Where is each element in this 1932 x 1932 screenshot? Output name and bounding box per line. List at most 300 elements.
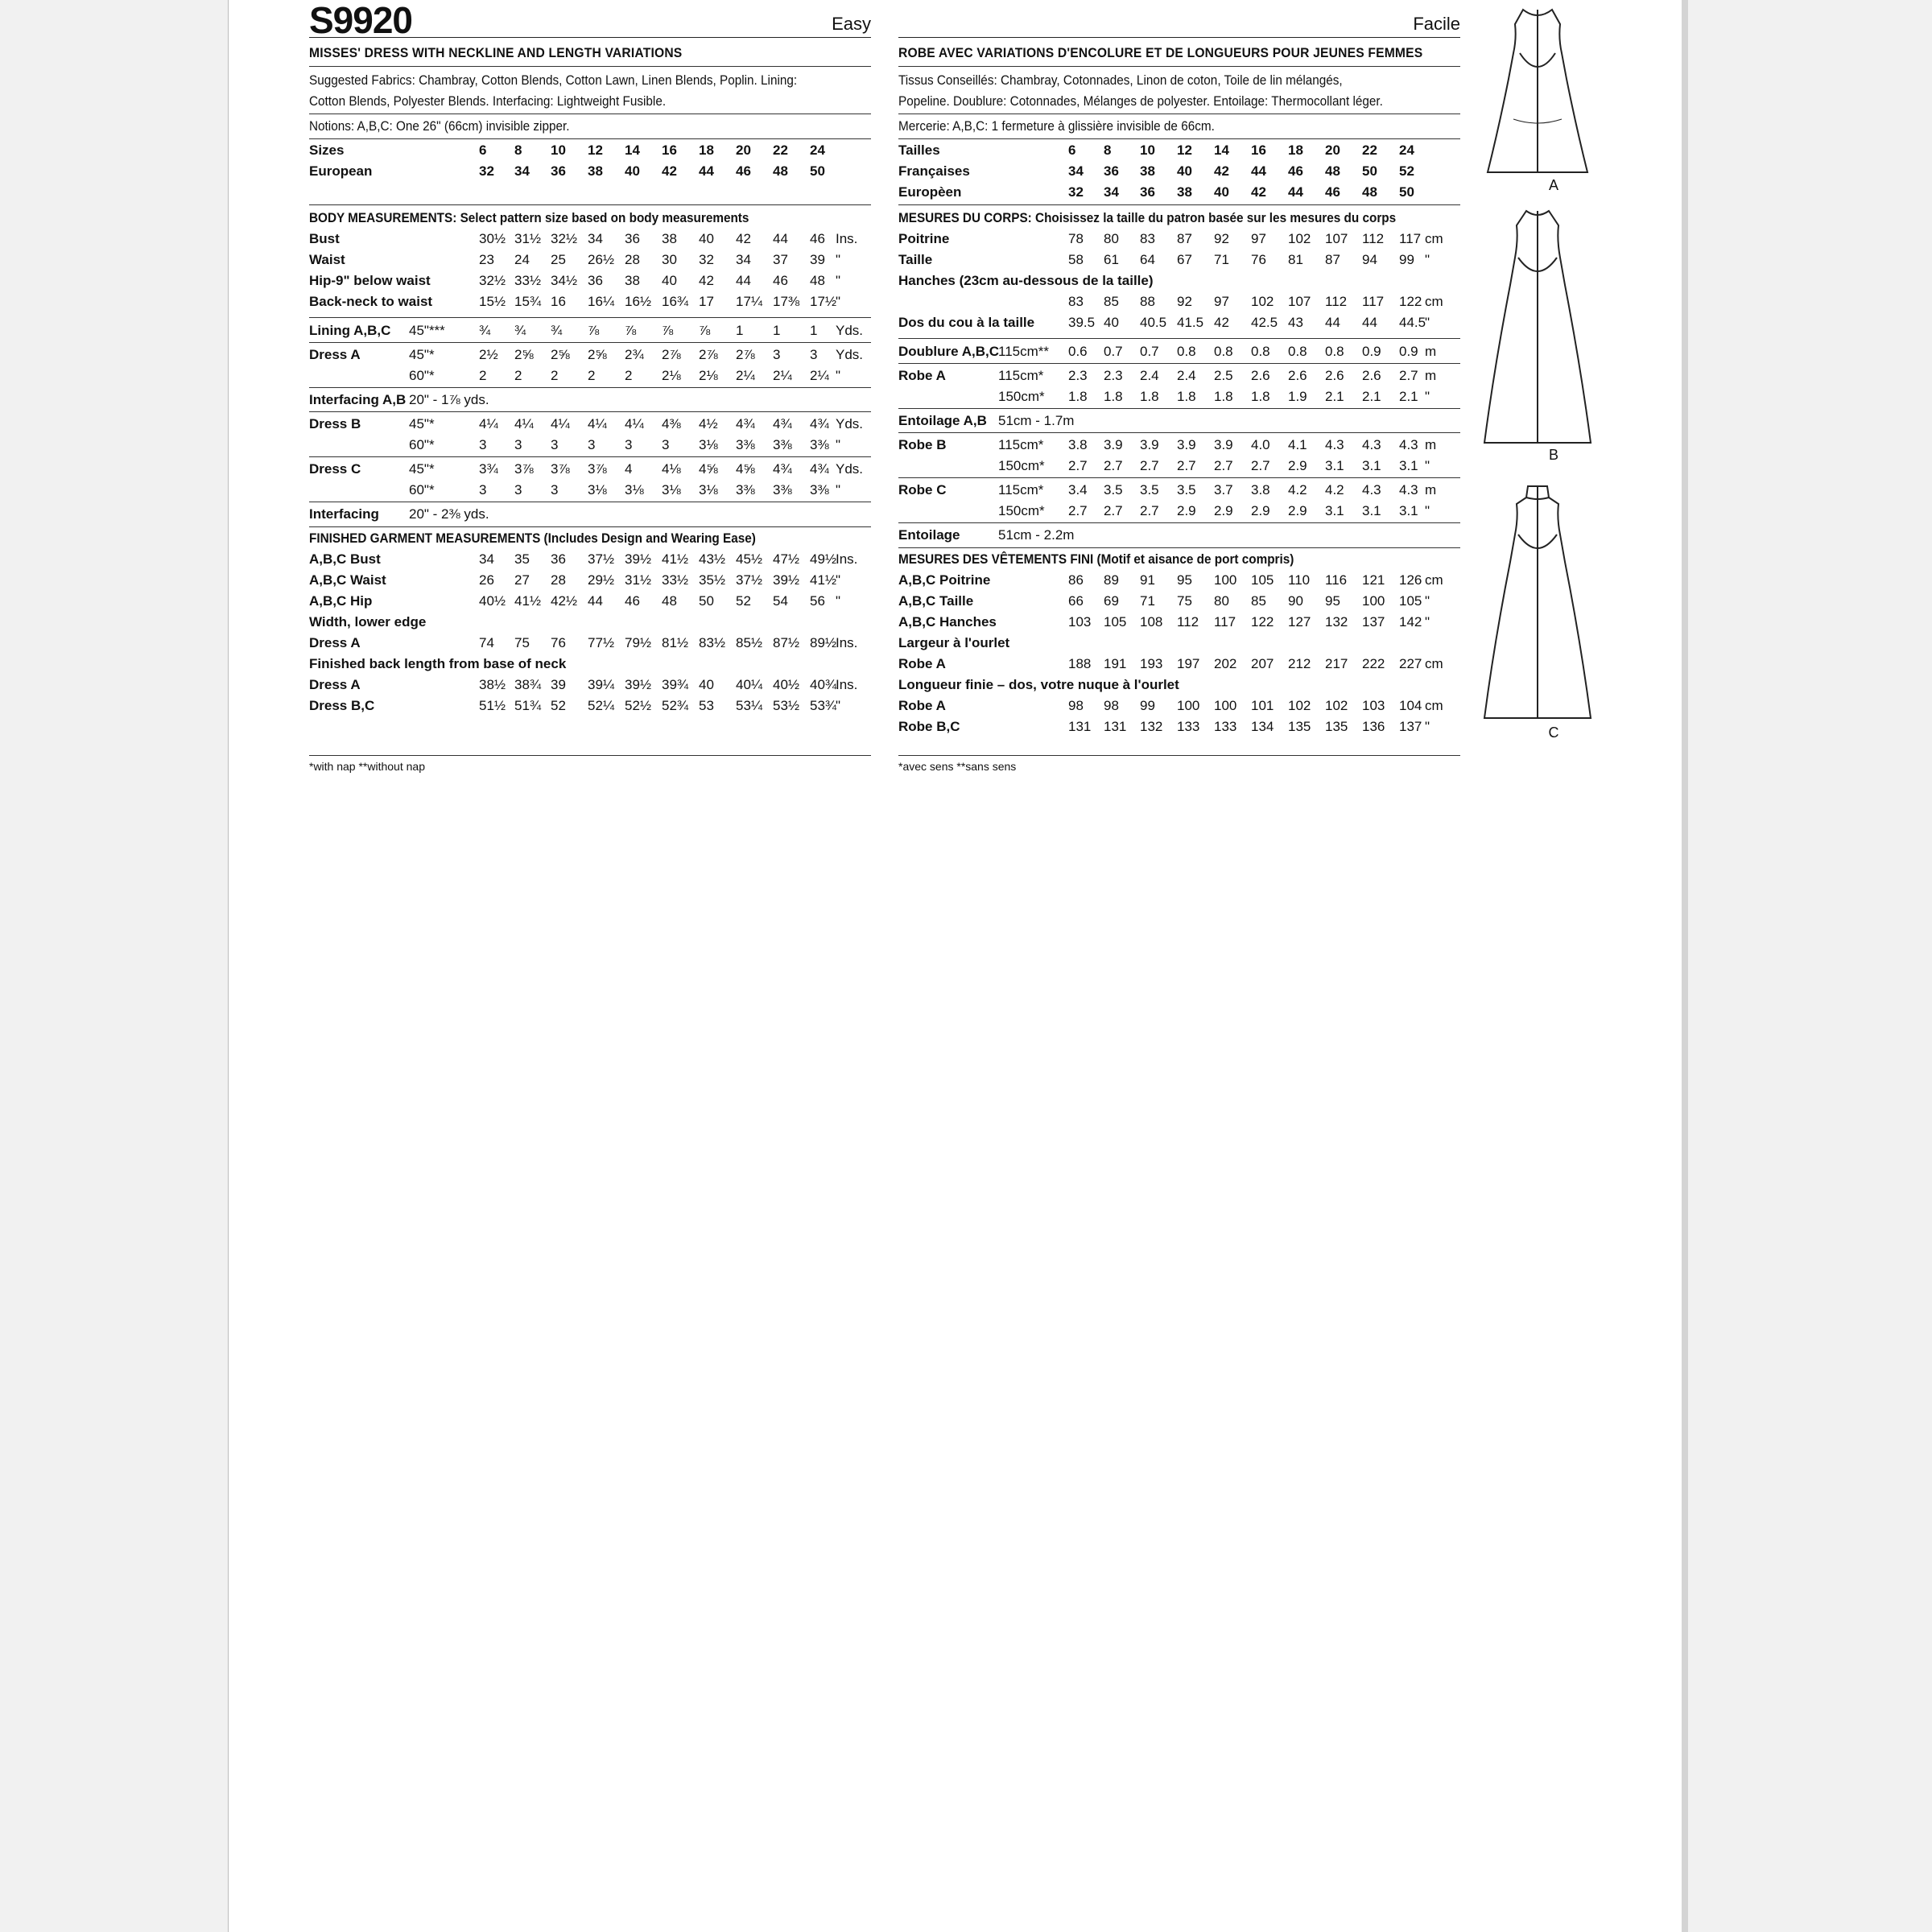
divider (309, 387, 871, 388)
cell-value: 25 (551, 252, 566, 267)
cell-value: m (1425, 368, 1437, 383)
cell-value: 40 (1214, 184, 1229, 200)
cell-value: 64 (1140, 252, 1155, 267)
cell-value: 102 (1325, 698, 1348, 713)
cell-value: Yds. (836, 461, 864, 477)
cell-value: 17½ (810, 294, 837, 309)
cell-value: 46 (773, 273, 788, 288)
cell-value: 95 (1177, 572, 1192, 588)
cell-value: 105 (1251, 572, 1274, 588)
cell-value: 10 (551, 142, 566, 158)
cell-value: 76 (1251, 252, 1266, 267)
cell-value: 81½ (662, 635, 689, 650)
table-row (898, 291, 1460, 312)
cell-value: 34 (514, 163, 530, 179)
dress-c-drawing (1481, 483, 1594, 721)
cell-value: 3⅛ (625, 482, 644, 497)
fabric-width: 45"* (409, 461, 435, 477)
cell-value: 0.7 (1140, 344, 1159, 359)
cell-value: 4¼ (514, 416, 534, 431)
cell-value: 107 (1325, 231, 1348, 246)
cell-value: 40 (1104, 315, 1119, 330)
cell-value: 4 (625, 461, 633, 477)
cell-value: 112 (1362, 231, 1385, 246)
cell-value: 44 (736, 273, 751, 288)
cell-value: 2.7 (1068, 503, 1088, 518)
cell-value: 87½ (773, 635, 800, 650)
cell-value: 42 (1214, 163, 1229, 179)
fabric-width: 150cm* (998, 389, 1045, 404)
pattern-title: MISSES' DRESS WITH NECKLINE AND LENGTH VARIATIONS (309, 45, 683, 60)
table-row (309, 696, 871, 716)
cell-value: 197 (1177, 656, 1200, 671)
cell-value: 105 (1399, 593, 1422, 609)
cell-value: ¾ (479, 323, 491, 338)
cell-value: 88 (1140, 294, 1155, 309)
divider (898, 477, 1460, 478)
cell-value: 122 (1399, 294, 1422, 309)
cell-value: 191 (1104, 656, 1127, 671)
cell-value: " (836, 572, 841, 588)
table-row (309, 365, 871, 386)
cell-value: 98 (1068, 698, 1084, 713)
row-label: Dress A (309, 635, 361, 650)
table-row (898, 411, 1460, 431)
cell-value: 30½ (479, 231, 506, 246)
cell-value: 2⅝ (551, 347, 570, 362)
cell-value: 44 (1325, 315, 1340, 330)
cell-value: 89 (1104, 572, 1119, 588)
cell-value: 2.5 (1214, 368, 1233, 383)
table-row (898, 250, 1460, 270)
cell-value: 100 (1214, 698, 1237, 713)
row-label: Robe B (898, 437, 947, 452)
cell-value: 40 (1177, 163, 1192, 179)
cell-value: 40.5 (1140, 315, 1167, 330)
cell-value: 3.9 (1140, 437, 1159, 452)
cell-value: 131 (1068, 719, 1092, 734)
cell-value: 4.3 (1399, 482, 1418, 497)
cell-value: " (836, 273, 841, 288)
cell-value: m (1425, 344, 1437, 359)
cell-value: 3.8 (1068, 437, 1088, 452)
cell-value: 41½ (514, 593, 542, 609)
cell-value: 2 (479, 368, 487, 383)
cell-value: 2.7 (1140, 458, 1159, 473)
cell-value: 3 (514, 437, 522, 452)
cell-value: 2.7 (1104, 503, 1123, 518)
cell-value: 53½ (773, 698, 800, 713)
table-row (309, 270, 871, 291)
cell-value: 28 (625, 252, 640, 267)
cell-value: 38 (588, 163, 603, 179)
cell-value: " (836, 252, 841, 267)
cell-value: 26 (479, 572, 494, 588)
cell-value: 108 (1140, 614, 1163, 630)
row-label: Bust (309, 231, 340, 246)
fabrics-line-2: Popeline. Doublure: Cotonnades, Mélanges de polyester. Entoilage: Thermocollant léger. (898, 93, 1383, 109)
cell-value: 37 (773, 252, 788, 267)
cell-value: 40 (625, 163, 640, 179)
cell-value: 71 (1214, 252, 1229, 267)
cell-value: " (836, 482, 841, 497)
cell-value: 76 (551, 635, 566, 650)
cell-value: 1.9 (1288, 389, 1307, 404)
cell-value: 87 (1177, 231, 1192, 246)
table-row (898, 696, 1460, 716)
cell-value: 94 (1362, 252, 1377, 267)
row-label: Entoilage (898, 527, 960, 543)
cell-value: 83 (1068, 294, 1084, 309)
cell-value: 15¾ (514, 294, 542, 309)
cell-value: 53 (699, 698, 714, 713)
cell-value: 135 (1288, 719, 1311, 734)
cell-value: Yds. (836, 323, 864, 338)
cell-value: 85 (1251, 593, 1266, 609)
cell-value: 48 (1325, 163, 1340, 179)
cell-value: 100 (1177, 698, 1200, 713)
cell-value: 42 (1251, 184, 1266, 200)
cell-value: 41½ (662, 551, 689, 567)
view-label-a: A (1548, 177, 1558, 193)
table-row (898, 161, 1460, 182)
cell-value: 2.4 (1140, 368, 1159, 383)
cell-value: 53¾ (810, 698, 837, 713)
fabric-width: 60"* (409, 482, 435, 497)
divider (309, 138, 871, 139)
row-label: Dos du cou à la taille (898, 315, 1035, 330)
cell-value: 99 (1399, 252, 1414, 267)
cell-value: 2.6 (1251, 368, 1270, 383)
cell-value: 52 (736, 593, 751, 609)
cell-value: 105 (1104, 614, 1127, 630)
cell-value: 33½ (514, 273, 542, 288)
cell-value: 1 (736, 323, 744, 338)
cell-value: 24 (514, 252, 530, 267)
view-a-illustration (1481, 6, 1594, 184)
cell-value: 2.7 (1214, 458, 1233, 473)
cell-value: 20 (1325, 142, 1340, 158)
cell-value: 137 (1362, 614, 1385, 630)
table-row (309, 291, 871, 312)
cell-value: 2⅞ (699, 347, 718, 362)
row-label: Dress B (309, 416, 361, 431)
cell-value: 80 (1104, 231, 1119, 246)
cell-value: 69 (1104, 593, 1119, 609)
cell-value: 2.6 (1288, 368, 1307, 383)
cell-value: 33½ (662, 572, 689, 588)
row-label: Europèen (898, 184, 962, 200)
cell-value: " (1425, 719, 1430, 734)
footnote: *with nap **without nap (309, 760, 425, 773)
cell-value: 2.6 (1362, 368, 1381, 383)
cell-value: 36 (588, 273, 603, 288)
cell-value: 50 (810, 163, 825, 179)
cell-value: " (1425, 458, 1430, 473)
cell-value: " (1425, 614, 1430, 630)
cell-value: 32 (699, 252, 714, 267)
cell-value: 97 (1214, 294, 1229, 309)
cell-value: 4½ (699, 416, 718, 431)
cell-value: 4¼ (588, 416, 607, 431)
cell-value: 188 (1068, 656, 1092, 671)
finished-measurements-title: FINISHED GARMENT MEASUREMENTS (Includes Design and Wearing Ease) (309, 530, 756, 546)
cell-value: 52¼ (588, 698, 615, 713)
cell-value: Ins. (836, 677, 858, 692)
cell-value: 0.8 (1288, 344, 1307, 359)
row-label: A,B,C Waist (309, 572, 386, 588)
body-measurements-title: BODY MEASUREMENTS: Select pattern size based on body measurements (309, 210, 749, 225)
cell-value: 2.9 (1288, 458, 1307, 473)
cell-value: m (1425, 482, 1437, 497)
cell-value: 15½ (479, 294, 506, 309)
cell-value: 3⅛ (662, 482, 681, 497)
table-row (309, 549, 871, 570)
fabrics-line-1: Suggested Fabrics: Chambray, Cotton Blends, Cotton Lawn, Linen Blends, Poplin. Lining: (309, 72, 798, 88)
cell-value: " (836, 368, 841, 383)
cell-value: 52 (551, 698, 566, 713)
cell-value: 97 (1251, 231, 1266, 246)
fabric-width: 20" - 1⅞ yds. (409, 392, 489, 407)
cell-value: 46 (736, 163, 751, 179)
cell-value: 4.3 (1362, 437, 1381, 452)
cell-value: 37½ (588, 551, 615, 567)
cell-value: 49½ (810, 551, 837, 567)
cell-value: 121 (1362, 572, 1385, 588)
table-row (898, 435, 1460, 456)
cell-value: 207 (1251, 656, 1274, 671)
page-edge (1682, 0, 1688, 1932)
cell-value: 2.1 (1362, 389, 1381, 404)
fabric-width: 45"* (409, 416, 435, 431)
cell-value: 40 (662, 273, 677, 288)
cell-value: 2 (551, 368, 559, 383)
cell-value: cm (1425, 294, 1443, 309)
cell-value: 133 (1214, 719, 1237, 734)
cell-value: 0.8 (1214, 344, 1233, 359)
fabrics-line-1: Tissus Conseillés: Chambray, Cotonnades, Linon de coton, Toile de lin mélangés, (898, 72, 1343, 88)
cell-value: 3⅛ (699, 482, 718, 497)
cell-value: 31½ (514, 231, 542, 246)
cell-value: 3⅜ (736, 482, 755, 497)
cell-value: 202 (1214, 656, 1237, 671)
cell-value: 34 (1068, 163, 1084, 179)
cell-value: 31½ (625, 572, 652, 588)
cell-value: 3 (662, 437, 670, 452)
row-label: Dress A (309, 347, 361, 362)
fabric-width: 60"* (409, 437, 435, 452)
cell-value: 6 (479, 142, 487, 158)
cell-value: 4¾ (810, 416, 829, 431)
divider (898, 66, 1460, 67)
cell-value: 3 (514, 482, 522, 497)
cell-value: 103 (1362, 698, 1385, 713)
cell-value: 38½ (479, 677, 506, 692)
cell-value: 2⅛ (662, 368, 681, 383)
cell-value: 3 (479, 437, 487, 452)
row-label: Robe A (898, 698, 946, 713)
cell-value: 217 (1325, 656, 1348, 671)
cell-value: 35½ (699, 572, 726, 588)
table-row (898, 386, 1460, 407)
cell-value: 0.8 (1251, 344, 1270, 359)
divider (898, 547, 1460, 548)
fabric-width: 115cm* (998, 368, 1044, 383)
cell-value: 42 (736, 231, 751, 246)
pattern-number: S9920 (309, 0, 413, 41)
cell-value: 36 (551, 163, 566, 179)
cell-value: 4¼ (625, 416, 644, 431)
cell-value: 39 (810, 252, 825, 267)
cell-value: 46 (625, 593, 640, 609)
cell-value: 0.6 (1068, 344, 1088, 359)
cell-value: 4¾ (810, 461, 829, 477)
cell-value: 3.9 (1214, 437, 1233, 452)
cell-value: 2.7 (1177, 458, 1196, 473)
cell-value: 74 (479, 635, 494, 650)
cell-value: 3⅜ (810, 482, 829, 497)
divider (309, 411, 871, 412)
cell-value: 2⅝ (514, 347, 534, 362)
cell-value: cm (1425, 698, 1443, 713)
cell-value: 3⅞ (588, 461, 607, 477)
table-row (309, 612, 871, 633)
cell-value: m (1425, 437, 1437, 452)
cell-value: 2.9 (1214, 503, 1233, 518)
cell-value: 44 (1362, 315, 1377, 330)
cell-value: 4¾ (773, 461, 792, 477)
cell-value: 17⅜ (773, 294, 800, 309)
cell-value: 61 (1104, 252, 1119, 267)
cell-value: 53¼ (736, 698, 763, 713)
divider (309, 526, 871, 527)
cell-value: 22 (1362, 142, 1377, 158)
row-label: A,B,C Poitrine (898, 572, 991, 588)
divider (309, 755, 871, 756)
cell-value: 99 (1140, 698, 1155, 713)
cell-value: 2.9 (1288, 503, 1307, 518)
cell-value: 95 (1325, 593, 1340, 609)
cell-value: 2.4 (1177, 368, 1196, 383)
cell-value: 46 (1288, 163, 1303, 179)
cell-value: " (1425, 503, 1430, 518)
table-row (898, 675, 1460, 696)
cell-value: 3¾ (479, 461, 498, 477)
cell-value: 27 (514, 572, 530, 588)
cell-value: 0.9 (1362, 344, 1381, 359)
cell-value: 54 (773, 593, 788, 609)
table-row (898, 341, 1460, 362)
cell-value: 133 (1177, 719, 1200, 734)
cell-value: 112 (1177, 614, 1199, 630)
row-label: European (309, 163, 373, 179)
row-label: Robe A (898, 656, 946, 671)
cell-value: 4.3 (1362, 482, 1381, 497)
cell-value: Ins. (836, 231, 858, 246)
cell-value: 48 (1362, 184, 1377, 200)
cell-value: 132 (1140, 719, 1163, 734)
table-row (309, 675, 871, 696)
row-label: Entoilage A,B (898, 413, 987, 428)
cell-value: 0.9 (1399, 344, 1418, 359)
cell-value: " (1425, 593, 1430, 609)
table-row (309, 435, 871, 456)
divider (309, 317, 871, 318)
cell-value: 1.8 (1140, 389, 1159, 404)
table-row (309, 480, 871, 501)
fabric-width: 115cm** (998, 344, 1049, 359)
cell-value: 52 (1399, 163, 1414, 179)
cell-value: 3 (479, 482, 487, 497)
fabric-width: 45"*** (409, 323, 445, 338)
cell-value: 87 (1325, 252, 1340, 267)
row-label: Dress A (309, 677, 361, 692)
cell-value: 38 (1177, 184, 1192, 200)
cell-value: 3 (588, 437, 596, 452)
cell-value: 0.7 (1104, 344, 1123, 359)
cell-value: 4¾ (773, 416, 792, 431)
cell-value: 2 (588, 368, 596, 383)
cell-value: 92 (1214, 231, 1229, 246)
cell-value: Ins. (836, 635, 858, 650)
cell-value: 2.3 (1104, 368, 1123, 383)
cell-value: 4.2 (1288, 482, 1307, 497)
cell-value: 36 (551, 551, 566, 567)
table-row (898, 570, 1460, 591)
cell-value: 52½ (625, 698, 652, 713)
cell-value: 3⅜ (810, 437, 829, 452)
cell-value: 23 (479, 252, 494, 267)
cell-value: 212 (1288, 656, 1311, 671)
fabric-width: 20" - 2⅜ yds. (409, 506, 489, 522)
cell-value: 34 (1104, 184, 1119, 200)
table-row (898, 312, 1460, 333)
cell-value: Yds. (836, 416, 864, 431)
cell-value: 32½ (551, 231, 578, 246)
cell-value: 2.9 (1251, 503, 1270, 518)
table-row (309, 654, 871, 675)
cell-value: 2.3 (1068, 368, 1088, 383)
cell-value: " (836, 593, 841, 609)
row-label: Back-neck to waist (309, 294, 433, 309)
cell-value: 110 (1288, 572, 1311, 588)
cell-value: 77½ (588, 635, 615, 650)
fabric-width: 115cm* (998, 482, 1044, 497)
cell-value: 3 (810, 347, 818, 362)
table-row (309, 140, 871, 161)
row-label: Sizes (309, 142, 345, 158)
cell-value: 12 (588, 142, 603, 158)
cell-value: 22 (773, 142, 788, 158)
cell-value: 43½ (699, 551, 726, 567)
cell-value: cm (1425, 572, 1443, 588)
cell-value: 116 (1325, 572, 1348, 588)
divider (898, 755, 1460, 756)
cell-value: 34 (479, 551, 494, 567)
cell-value: 30 (662, 252, 677, 267)
row-label: Hanches (23cm au-dessous de la taille) (898, 273, 1154, 288)
fabric-width: 45"* (409, 347, 435, 362)
cell-value: 42 (662, 163, 677, 179)
view-c-illustration (1481, 483, 1594, 724)
table-row (898, 480, 1460, 501)
cell-value: 3⅜ (736, 437, 755, 452)
cell-value: 58 (1068, 252, 1084, 267)
divider (898, 522, 1460, 523)
row-label: Dress C (309, 461, 361, 477)
cell-value: 40 (699, 677, 714, 692)
row-label: A,B,C Bust (309, 551, 381, 567)
